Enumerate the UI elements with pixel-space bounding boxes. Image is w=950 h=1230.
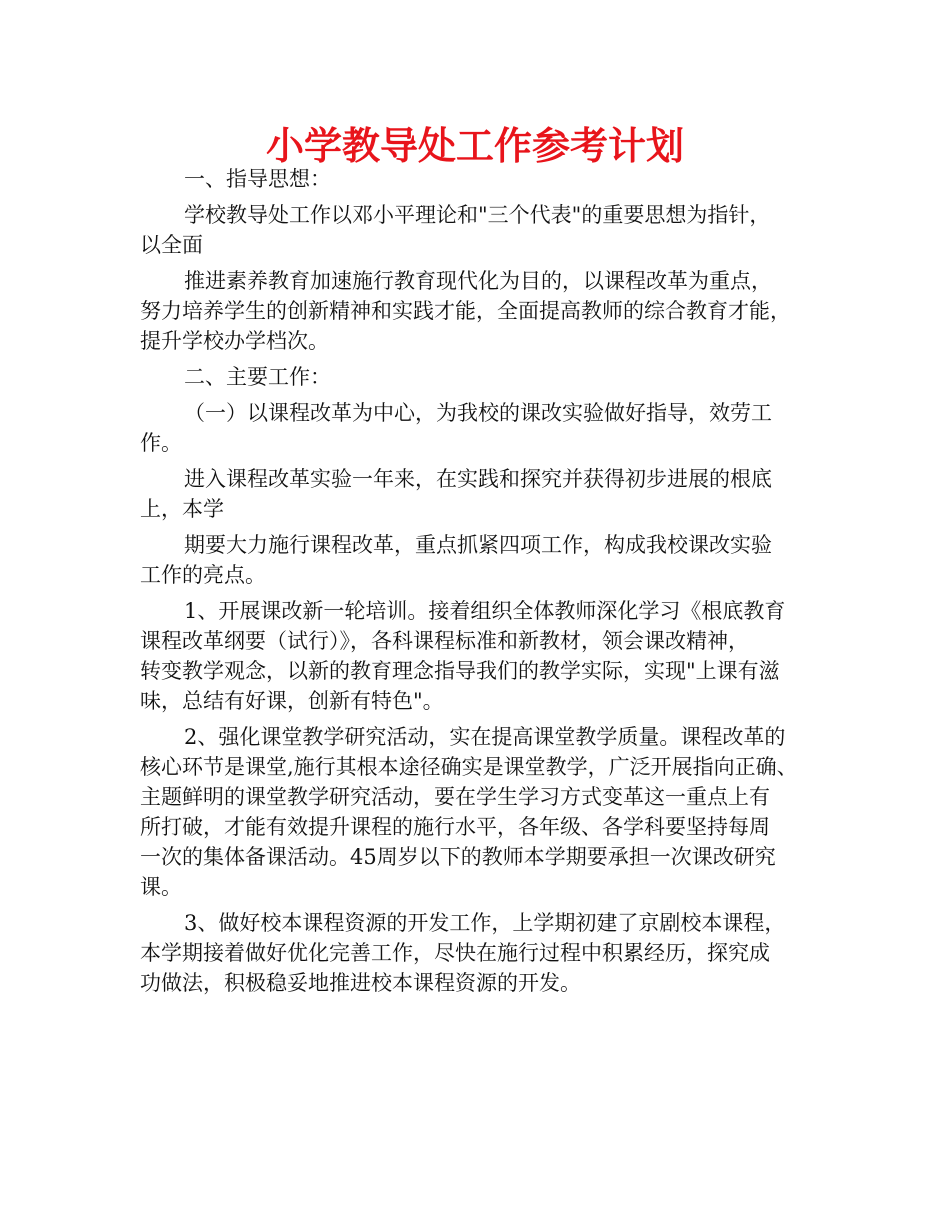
document-body: [140, 164, 840, 998]
paragraph-line: 主题鲜明的课堂教学研究活动，要在学生学习方式变革这一重点上有: [140, 785, 770, 809]
paragraph-line: 味，总结有好课，创新有特色"。: [140, 689, 444, 713]
paragraph-line: 2、强化课堂教学研究活动，实在提高课堂教学质量。课程改革的: [184, 725, 786, 749]
paragraph-line: （一）以课程改革为中心，为我校的课改实验做好指导，效劳工: [184, 401, 772, 425]
paragraph-line: 本学期接着做好优化完善工作，尽快在施行过程中积累经历，探究成: [140, 941, 770, 965]
paragraph-line: 1、开展课改新一轮培训。接着组织全体教师深化学习《根底教育: [184, 599, 786, 623]
paragraph-line: 一次的集体备课活动。45周岁以下的教师本学期要承担一次课改研究: [140, 845, 776, 869]
section-heading: 二、主要工作：: [184, 365, 331, 389]
paragraph-line: 努力培养学生的创新精神和实践才能，全面提高教师的综合教育才能，: [140, 299, 791, 323]
paragraph-line: 课。: [140, 875, 182, 899]
section-heading: 一、指导思想：: [184, 167, 331, 191]
paragraph-line: 所打破，才能有效提升课程的施行水平，各年级、各学科要坚持每周: [140, 815, 770, 839]
paragraph-line: 转变教学观念，以新的教育理念指导我们的教学实际，实现"上课有滋: [140, 659, 780, 683]
paragraph-line: 功做法，积极稳妥地推进校本课程资源的开发。: [140, 971, 581, 995]
paragraph-line: 核心环节是课堂,施行其根本途径确实是课堂教学，广泛开展指向正确、: [140, 755, 798, 779]
paragraph-line: 以全面: [140, 233, 203, 257]
paragraph-line: 进入课程改革实验一年来，在实践和探究并获得初步进展的根底: [184, 467, 772, 491]
paragraph-line: 学校教导处工作以邓小平理论和"三个代表"的重要思想为指针，: [184, 203, 771, 227]
paragraph-line: 期要大力施行课程改革，重点抓紧四项工作，构成我校课改实验: [184, 533, 772, 557]
paragraph-line: 提升学校办学档次。: [140, 329, 329, 353]
paragraph-line: 工作的亮点。: [140, 563, 266, 587]
paragraph-line: 作。: [140, 431, 182, 455]
document-title: 小学教导处工作参考计划: [265, 124, 684, 168]
paragraph-line: 3、做好校本课程资源的开发工作，上学期初建了京剧校本课程，: [184, 911, 786, 935]
paragraph-line: 推进素养教育加速施行教育现代化为目的，以课程改革为重点，: [184, 269, 772, 293]
paragraph-line: 课程改革纲要（试行）》，各科课程标准和新教材，领会课改精神，: [140, 629, 749, 653]
paragraph-line: 上，本学: [140, 497, 224, 521]
